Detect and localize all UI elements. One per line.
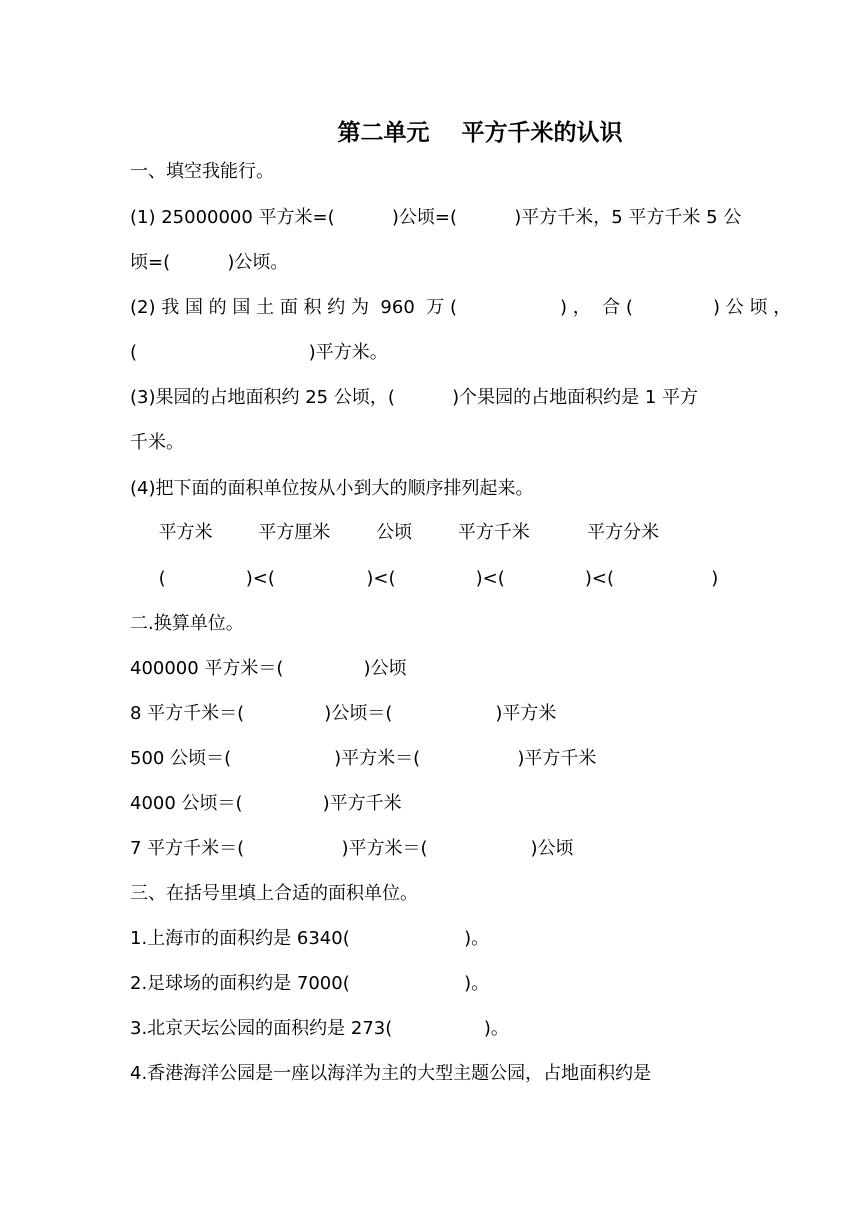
conversion-item: 500 公顷＝( )平方米＝( )平方千米: [130, 748, 597, 769]
section2-heading: 二.换算单位。: [130, 613, 244, 634]
q4-units: 平方米 平方厘米 公顷 平方千米 平方分米: [130, 522, 660, 543]
unit-item: 2.足球场的面积约是 7000( )。: [130, 973, 490, 994]
unit-item: 3.北京天坛公园的面积约是 273( )。: [130, 1018, 509, 1039]
q1-line2: 顷=( )公顷。: [130, 252, 289, 273]
q2-line2: ( )平方米。: [130, 342, 388, 363]
unit-item: 1.上海市的面积约是 6340( )。: [130, 928, 490, 949]
q2-line1: (2) 我 国 的 国 土 面 积 约 为 960 万 ( ) ， 合 ( ) 公 顷 ，: [130, 297, 792, 318]
section3-heading: 三、在括号里填上合适的面积单位。: [130, 883, 418, 904]
conversion-item: 8 平方千米＝( )公顷＝( )平方米: [130, 703, 557, 724]
q4-blanks: ( )<( )<( )<( )<( ): [130, 568, 719, 589]
page-title: 第二单元 平方千米的认识: [337, 120, 623, 146]
q3-line2: 千米。: [130, 432, 184, 453]
conversion-item: 7 平方千米＝( )平方米＝( )公顷: [130, 838, 574, 859]
q1-line1: (1) 25000000 平方米=( )公顷=( )平方千米，5 平方千米 5 公: [130, 207, 742, 228]
conversion-item: 400000 平方米＝( )公顷: [130, 658, 407, 679]
unit-item: 4.香港海洋公园是一座以海洋为主的大型主题公园，占地面积约是: [130, 1063, 652, 1084]
section1-heading: 一、填空我能行。: [130, 161, 274, 182]
q4-line1: (4)把下面的面积单位按从小到大的顺序排列起来。: [130, 478, 534, 499]
q3-line1: (3)果园的占地面积约 25 公顷，( )个果园的占地面积约是 1 平方: [130, 387, 698, 408]
conversion-item: 4000 公顷＝( )平方千米: [130, 793, 402, 814]
